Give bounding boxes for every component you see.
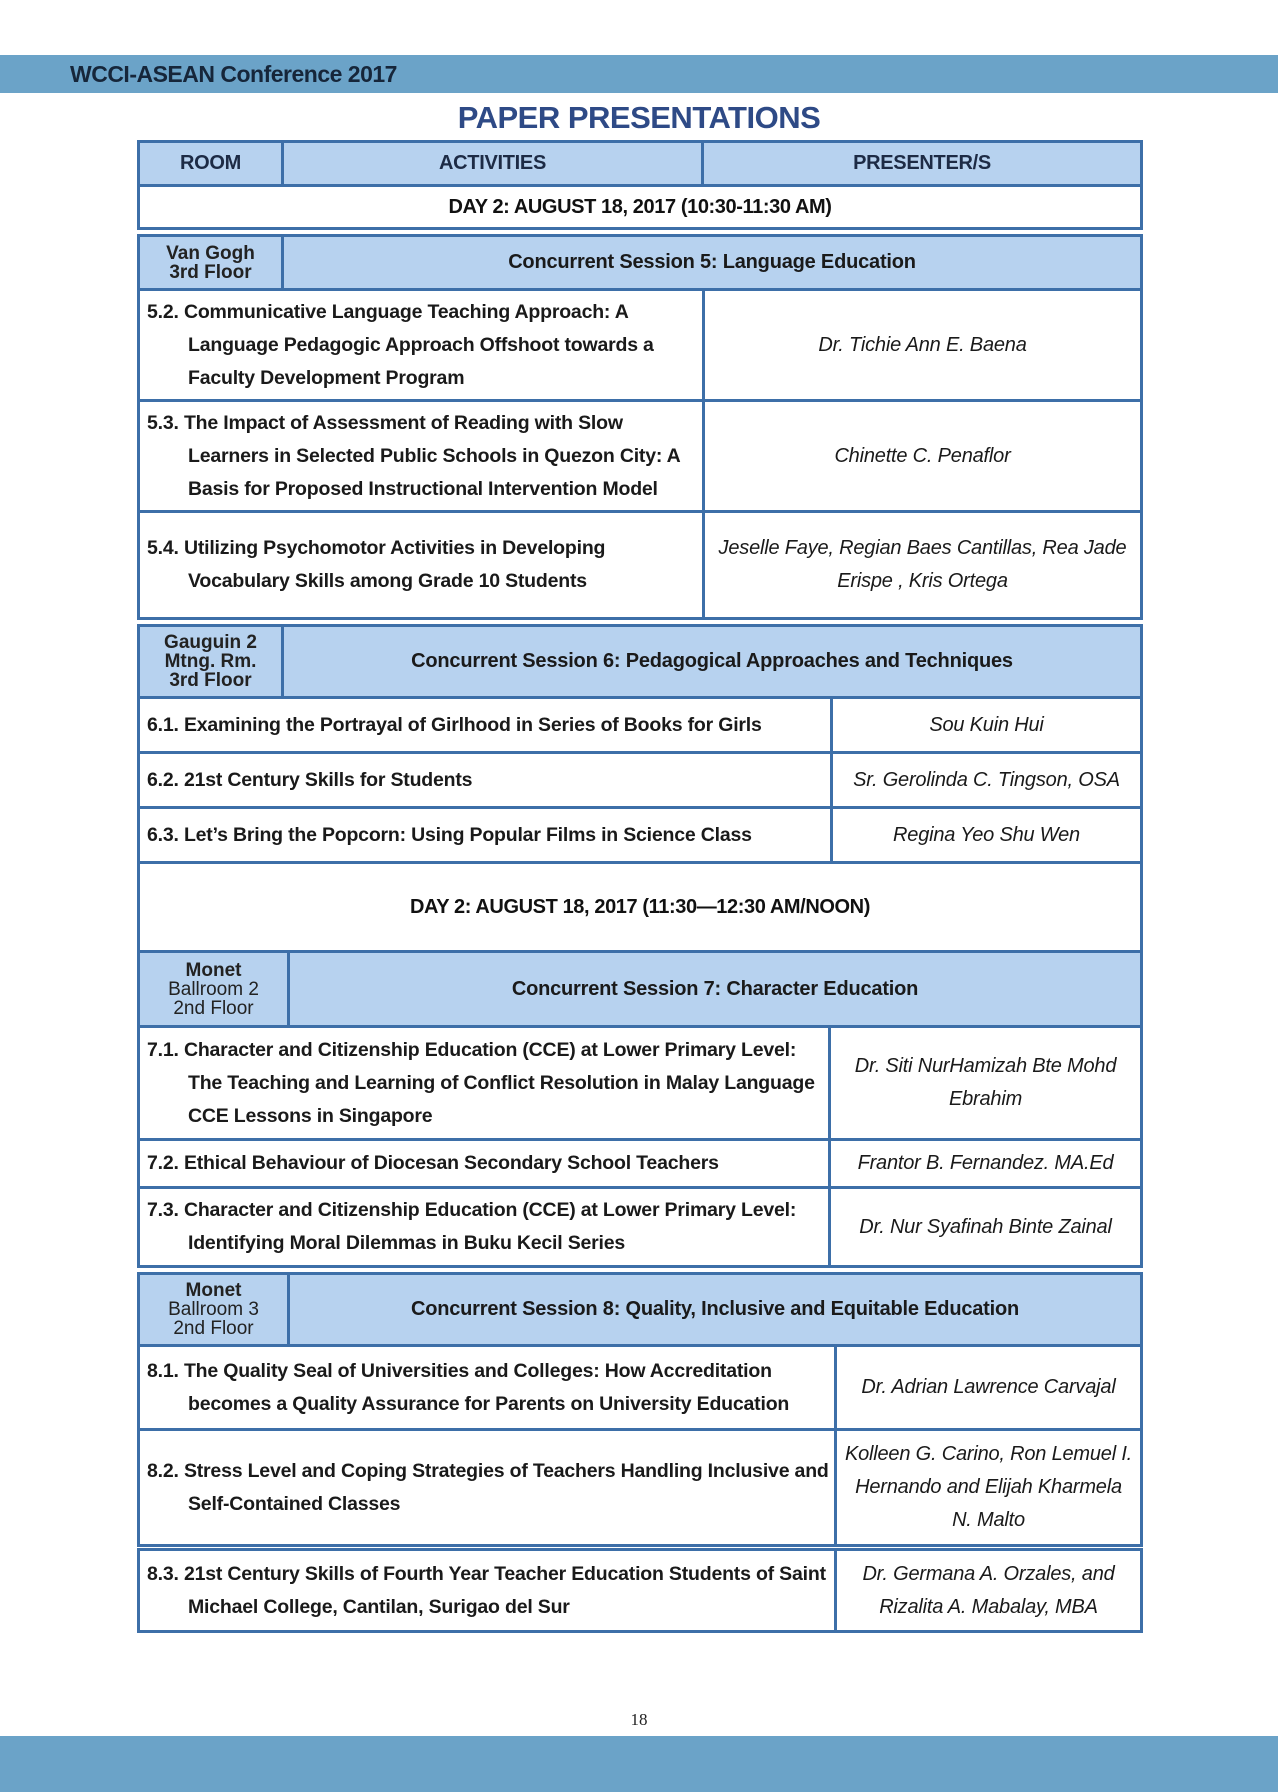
room-floor: 2nd Floor (173, 997, 254, 1019)
presenter-name: Regina Yeo Shu Wen (830, 809, 1140, 861)
presenter-name: Dr. Germana A. Orzales, and Rizalita A. Mabalay, MBA (834, 1551, 1140, 1630)
room-floor: 3rd Floor (169, 670, 252, 691)
room-detail: Ballroom 3 (168, 1299, 259, 1320)
session-header-6 (137, 624, 1143, 699)
page-number: 18 (630, 1710, 648, 1729)
room-detail: Mtng. Rm. (164, 651, 257, 672)
column-header-row (137, 140, 1143, 187)
table-row (137, 1138, 1143, 1189)
table-row (137, 751, 1143, 809)
day-banner: DAY 2: AUGUST 18, 2017 (10:30-11:30 AM) (137, 184, 1143, 230)
table-row (137, 288, 1143, 402)
session-room (140, 953, 287, 1025)
table-row (137, 1344, 1143, 1431)
presenter-name: Dr. Adrian Lawrence Carvajal (834, 1347, 1140, 1428)
session-room (140, 627, 281, 696)
paper-title: 8.1. The Quality Seal of Universities and Colleges: How Accreditation becomes a Quality Assurance for Parents on University Education (147, 1359, 790, 1415)
paper-title: 7.1. Character and Citizenship Education (CCE) at Lower Primary Level: The Teaching and Learning of Conflict Resolution in Malay Language CCE Lessons in Singapore (147, 1038, 815, 1127)
conference-title: WCCI-ASEAN Conference 2017 (70, 61, 397, 87)
room-floor: 3rd Floor (169, 261, 252, 283)
presenter-name: Frantor B. Fernandez. MA.Ed (828, 1141, 1140, 1186)
table-row (137, 696, 1143, 754)
table-row (137, 1186, 1143, 1268)
table-row (137, 806, 1143, 864)
room-detail: Ballroom 2 (168, 978, 259, 1000)
page-title: PAPER PRESENTATIONS (457, 100, 821, 135)
room-name: Monet (185, 959, 242, 981)
column-header-presenters: PRESENTER/S (701, 143, 1140, 184)
session-room (140, 237, 281, 288)
presenter-name: Sou Kuin Hui (830, 699, 1140, 751)
paper-title: 5.2. Communicative Language Teaching Approach: A Language Pedagogic Approach Offshoot towards a Faculty Development Program (147, 300, 654, 389)
presenter-name: Kolleen G. Carino, Ron Lemuel I. Hernando and Elijah Kharmela N. Malto (834, 1431, 1140, 1544)
session-header-5 (137, 234, 1143, 291)
room-name: Gauguin 2 (164, 632, 257, 653)
session-header-7 (137, 950, 1143, 1028)
paper-title: 6.3. Let’s Bring the Popcorn: Using Popular Films in Science Class (147, 823, 752, 846)
presenter-name: Dr. Nur Syafinah Binte Zainal (828, 1189, 1140, 1265)
column-header-room: ROOM (179, 152, 242, 174)
paper-title: 8.3. 21st Century Skills of Fourth Year Teacher Education Students of Saint Michael College, Cantilan, Surigao del Sur (147, 1562, 826, 1618)
room-floor: 2nd Floor (173, 1318, 254, 1339)
presenter-name: Dr. Siti NurHamizah Bte Mohd Ebrahim (828, 1028, 1140, 1138)
session-room (140, 1275, 287, 1344)
paper-title: 8.2. Stress Level and Coping Strategies of Teachers Handling Inclusive and Self-Contained Classes (147, 1459, 829, 1515)
footer-band (0, 1736, 1278, 1792)
session-header-8 (137, 1272, 1143, 1347)
schedule-table (137, 143, 1143, 1633)
table-row (137, 510, 1143, 620)
paper-title: 6.2. 21st Century Skills for Students (147, 768, 473, 791)
presenter-name: Dr. Tichie Ann E. Baena (702, 291, 1140, 399)
table-row (137, 1428, 1143, 1547)
session-title: Concurrent Session 8: Quality, Inclusive and Equitable Education (287, 1275, 1140, 1344)
room-name: Van Gogh (166, 242, 255, 264)
session-title: Concurrent Session 5: Language Education (281, 237, 1140, 288)
table-row (137, 1025, 1143, 1141)
paper-title: 5.3. The Impact of Assessment of Reading with Slow Learners in Selected Public Schools in Quezon City: A Basis for Proposed Instructional Intervention Model (147, 411, 680, 500)
day-banner: DAY 2: AUGUST 18, 2017 (11:30—12:30 AM/NOON) (137, 861, 1143, 953)
column-header-activities: ACTIVITIES (281, 143, 701, 184)
paper-title: 7.2. Ethical Behaviour of Diocesan Secondary School Teachers (147, 1152, 719, 1174)
room-name: Monet (185, 1280, 242, 1301)
session-title: Concurrent Session 6: Pedagogical Approaches and Techniques (281, 627, 1140, 696)
presenter-name: Sr. Gerolinda C. Tingson, OSA (830, 754, 1140, 806)
table-row (137, 1548, 1143, 1633)
presenter-name: Chinette C. Penaflor (702, 402, 1140, 510)
table-row (137, 399, 1143, 513)
presenter-name: Jeselle Faye, Regian Baes Cantillas, Rea Jade Erispe , Kris Ortega (702, 513, 1140, 617)
paper-title: 7.3. Character and Citizenship Education (CCE) at Lower Primary Level: Identifying Moral Dilemmas in Buku Kecil Series (147, 1199, 797, 1254)
paper-title: 5.4. Utilizing Psychomotor Activities in Developing Vocabulary Skills among Grade 10 Students (147, 537, 606, 592)
session-title: Concurrent Session 7: Character Education (287, 953, 1140, 1025)
paper-title: 6.1. Examining the Portrayal of Girlhood in Series of Books for Girls (147, 713, 762, 736)
